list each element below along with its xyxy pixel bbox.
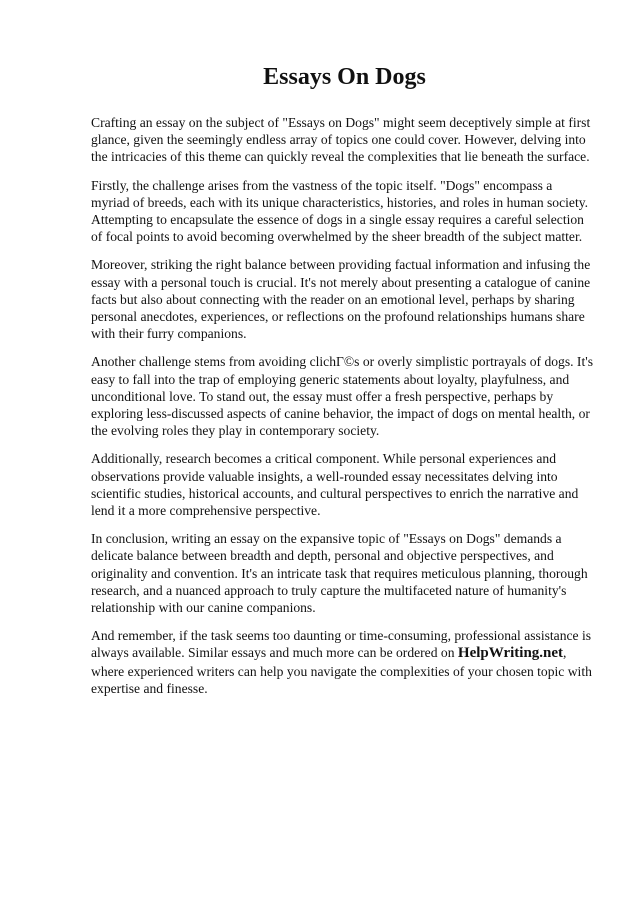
closing-text-before-link: And remember, if the task seems too daunting or time-consuming, professional assistance is always available. Similar essays and much more can be ordered on [91, 628, 592, 661]
paragraph-moreover: Moreover, striking the right balance between providing factual information and infusing the essay with a personal touch is crucial. It's not merely about presenting a catalogue of canine facts but also about connecting with the reader on an emotional level, perhaps by sharing personal anecdotes, experiences, or reflections on the profound relationships humans share with their furry companions. [91, 257, 591, 342]
paragraph-additionally: Additionally, research becomes a critical component. While personal experiences and observations provide valuable insights, a well-rounded essay necessitates delving into scientific studies, historical accounts, and cultural perspectives to enrich the narrative and lend it a more comprehensive perspective. [91, 451, 579, 519]
closing-text-after-link: , where experienced writers can help you navigate the complexities of your chosen topic with expertise and finesse. [91, 645, 592, 696]
paragraph-intro: Crafting an essay on the subject of "Essays on Dogs" might seem deceptively simple at first glance, given the seemingly endless array of topics one could cover. However, delving into the intricacies of this theme can quickly reveal the complexities that lie beneath the surface. [91, 115, 591, 165]
paragraph-firstly: Firstly, the challenge arises from the vastness of the topic itself. "Dogs" encompass a myriad of breeds, each with its unique characteristics, histories, and roles in human society. Attempting to encapsulate the essence of dogs in a single essay requires a careful selection of focal points to avoid becoming overwhelmed by the sheer breadth of the subject matter. [91, 177, 589, 245]
helpwriting-link[interactable]: HelpWriting.net [457, 645, 564, 662]
paragraph-another-challenge: Another challenge stems from avoiding clichГ©s or overly simplistic portrayals of dogs. It's easy to fall into the trap of employing generic statements about loyalty, playfulness, and unconditional love. To stand out, the essay must offer a fresh perspective, perhaps by exploring less-discussed aspects of canine behavior, the impact of dogs on mental health, or the evolving roles they play in contemporary society. [91, 354, 593, 439]
paragraph-closing [91, 627, 594, 697]
paragraph-conclusion: In conclusion, writing an essay on the expansive topic of "Essays on Dogs" demands a delicate balance between breadth and depth, personal and objective perspectives, and originality and convention. It's an intricate task that requires meticulous planning, thorough research, and a nuanced approach to truly capture the multifaceted nature of humanity's relationship with our canine companions. [91, 531, 588, 616]
page-title: Essays On Dogs [263, 64, 426, 90]
